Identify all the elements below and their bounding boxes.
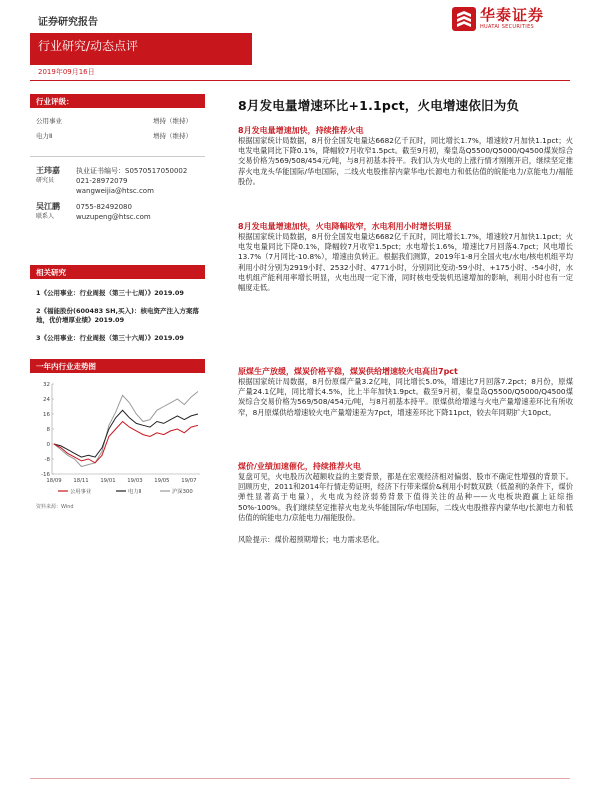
related-item-2[interactable]: 2《福能股份(600483 SH,买入)：核电资产注入方案落地，优价增厚业绩》2019.09 (36, 307, 199, 324)
x-tick-label: 18/11 (73, 478, 89, 484)
y-tick-label: 8 (46, 427, 50, 433)
report-date: 2019年09月16日 (38, 68, 95, 76)
rating-value: 增持（维持） (153, 117, 192, 125)
section-body-3: 根据国家统计局数据，8月份原煤产量3.2亿吨，同比增长5.0%，增速比7月回落7.2pct；8月份，原煤产量24.1亿吨，同比增长4.5%，比上半年加快1.9pct。截至9月初，秦皇岛Q5500/Q5000/Q4500煤炭综合交易价格为569/508/454元/吨，与8月初基本持平。原煤供给增速与火电产量增速差环比有所收窄，8月原煤供给增速较火电产量增速差为7pct，增速差环比下降11pct，较去年同期扩大10pct。 (238, 377, 573, 417)
report-category: 行业研究/动态点评 (38, 39, 139, 53)
logo-text-en: HUATAI SECURITIES (480, 24, 534, 30)
legend-label: 电力Ⅱ (128, 489, 142, 495)
rating-section-title: 行业评级： (30, 94, 205, 108)
chart-section-title: 一年内行业走势图 (30, 359, 205, 373)
series-line (54, 410, 198, 457)
sidebar-divider (30, 156, 205, 157)
section-heading-1: 8月发电量增速加快，持续推荐火电 (238, 126, 364, 135)
contact-card (36, 202, 206, 228)
x-tick-label: 19/01 (100, 478, 116, 484)
x-tick-label: 19/05 (154, 478, 170, 484)
trend-chart-svg (30, 378, 205, 500)
x-tick-label: 18/09 (46, 478, 62, 484)
section-heading-3: 原煤生产放缓，煤炭价格平稳，煤炭供给增速较火电高出7pct (238, 367, 458, 376)
y-tick-label: -16 (41, 472, 50, 478)
report-title: 8月发电量增速环比+1.1pct，火电增速依旧为负 (238, 98, 520, 113)
rating-row (36, 131, 206, 140)
x-tick-label: 19/03 (127, 478, 143, 484)
report-type-label: 证券研究报告 (38, 17, 98, 28)
x-tick-label: 19/07 (181, 478, 197, 484)
contact-phone: 0755-82492080 (76, 203, 132, 211)
risk-warning: 风险提示：煤价超预期增长；电力需求恶化。 (238, 535, 384, 544)
analyst-email: wangweijia@htsc.com (76, 187, 154, 195)
legend-label: 沪深300 (172, 489, 193, 495)
contact-role: 联系人 (36, 213, 55, 220)
related-section-title: 相关研究 (30, 265, 205, 279)
rating-sector: 公用事业 (36, 117, 62, 125)
analyst-name: 王玮嘉 (36, 166, 60, 175)
section-heading-4: 煤价/业绩加速催化，持续推荐火电 (238, 462, 361, 471)
y-tick-label: 32 (43, 382, 50, 388)
analyst-card (36, 166, 206, 202)
y-tick-label: -8 (44, 457, 50, 463)
analyst-phone: 021-28972079 (76, 177, 128, 185)
section-body-2: 根据国家统计局数据，8月份全国发电量达6682亿千瓦时，同比增长1.7%，增速较7月加快1.1pct；火电发电量同比下降0.1%，降幅较7月收窄1.5pct；水电增长1.6%，增速比7月回落4.7pct；风电增长13.7%（7月同比-10.8%），增速由负转正。根据我们测算，2019年1-8月全国火电/水电/核电机组平均利用小时分别为2919小时、2532小时、4771小时，分别同比变动-59小时、+175小时、-54小时，水电机组产能利用率增长明显，火电出现一定下滑，同时核电受装机迅速增加的影响，利用小时也有一定幅度走低。 (238, 232, 573, 293)
huatai-logo-icon (452, 7, 476, 31)
analyst-cert: 执业证书编号：S0570517050002 (76, 167, 188, 175)
y-tick-label: 16 (43, 412, 50, 418)
legend-label: 公用事业 (70, 489, 92, 495)
series-line (54, 422, 198, 463)
y-tick-label: 0 (46, 442, 50, 448)
section-body-1: 根据国家统计局数据，8月份全国发电量达6682亿千瓦时，同比增长1.7%，增速较7月加快1.1pct；火电发电量同比下降0.1%，降幅较7月收窄1.5pct。截至9月初，秦皇岛Q5500/Q5000/Q4500煤炭综合交易价格为569/508/454元/吨，与8月初基本持平。我们认为火电的上涨行情才刚刚开启，继续坚定推荐火电龙头华能国际/华电国际，二线火电股推荐内蒙华电/长源电力和低估值的皖能电力/京能电力/福能股份。 (238, 136, 573, 186)
chart-source: 资料来源：Wind (36, 504, 74, 510)
related-item-3[interactable]: 3《公用事业：行业周报（第三十六周）》2019.09 (36, 334, 184, 342)
header-divider (30, 80, 570, 81)
section-heading-2: 8月发电量增速加快，火电降幅收窄，水电利用小时增长明显 (238, 222, 452, 231)
analyst-role: 研究员 (36, 177, 55, 184)
contact-email: wuzupeng@htsc.com (76, 213, 151, 221)
rating-row (36, 116, 206, 125)
logo-text-cn: 华泰证券 (480, 6, 545, 24)
industry-trend-chart (30, 378, 205, 500)
footer-divider (30, 778, 570, 779)
related-item-1[interactable]: 1《公用事业：行业周报（第三十七周）》2019.09 (36, 289, 184, 297)
huatai-logo (452, 4, 568, 34)
category-banner (30, 33, 252, 76)
contact-name: 吴江鹏 (36, 202, 60, 211)
section-body-4: 复盘可见，火电股历次超额收益的主要背景，都是在宏观经济相对偏弱、股市不确定性增强的背景下。回顾历史，2011和2014年行情走势证明，经济下行带来煤价&利用小时数双跌（低盈利的条件下，煤价弹性显著高于电量），火电成为经济弱势背景下值得关注的品种——火电板块跑赢上证综指50%-100%。我们继续坚定推荐火电龙头华能国际/华电国际，二线火电股推荐内蒙华电/长源电力和低估值的皖能电力/京能电力/福能股份。 (238, 472, 573, 522)
rating-sector: 电力Ⅱ (36, 132, 53, 140)
y-tick-label: 24 (43, 397, 50, 403)
rating-value: 增持（维持） (153, 132, 192, 140)
